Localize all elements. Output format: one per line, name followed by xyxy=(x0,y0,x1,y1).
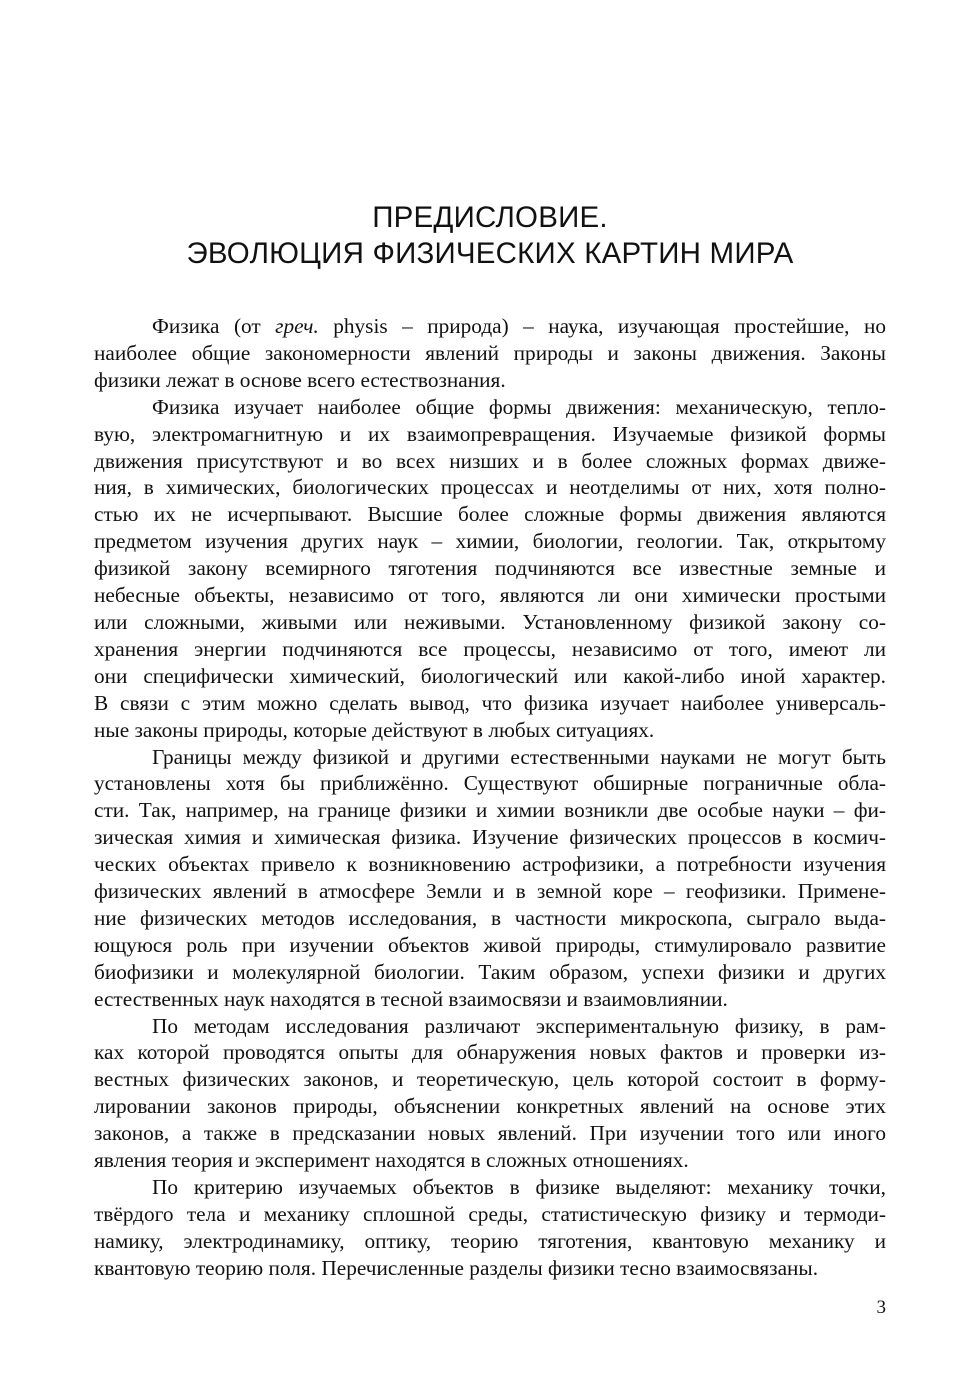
text-line: Границы между физикой и другими естественными науками не могут быть xyxy=(152,744,886,769)
text-line: По критерию изучаемых объектов в физике выделяют: механику точки, xyxy=(152,1175,886,1199)
page-number: 3 xyxy=(876,1297,886,1318)
text-line: ческих объектах привело к возникновению астрофизики, а потребности изучения xyxy=(94,852,886,877)
text-line: наиболее общие закономерности явлений природы и законы движения. Законы xyxy=(94,340,886,365)
text-line: установлены хотя бы приближённо. Существуют обширные пограничные обла- xyxy=(94,771,886,796)
paragraph-5 xyxy=(94,1174,886,1282)
text-line: физикой закону всемирного тяготения подчиняются все известные земные и xyxy=(94,556,886,581)
text-line: зическая химия и химическая физика. Изучение физических процессов в космич- xyxy=(94,825,886,850)
text-line: твёрдого тела и механику сплошной среды, статистическую физику и термоди- xyxy=(94,1201,886,1226)
text-line: лировании законов природы, объяснении конкретных явлений на основе этих xyxy=(94,1094,886,1119)
text-line: они специфически химический, биологический или какой-либо иной характер. xyxy=(94,663,886,688)
text-line: В связи с этим можно сделать вывод, что физика изучает наиболее универсаль- xyxy=(94,690,886,715)
paragraph-1 xyxy=(94,313,886,394)
paragraph-3 xyxy=(94,744,886,1013)
text-line: законов, а также в предсказании новых явлений. При изучении того или иного xyxy=(94,1121,886,1146)
text-line: сти. Так, например, на границе физики и химии возникли две особые науки – фи- xyxy=(94,798,886,823)
text-line: вую, электромагнитную и их взаимопревращения. Изучаемые физикой формы xyxy=(94,421,886,446)
text-line: намику, электродинамику, оптику, теорию тяготения, квантовую механику и xyxy=(94,1228,886,1253)
text-line: Физика (от греч. physis – природа) – наука, изучающая простейшие, но xyxy=(152,314,886,338)
text-line: явления теория и эксперимент находятся в сложных отношениях. xyxy=(94,1148,689,1173)
text-line: вестных физических законов, и теоретическую, цель которой состоит в форму- xyxy=(94,1067,886,1092)
paragraph-2 xyxy=(94,394,886,744)
text-line: физических явлений в атмосфере Земли и в земной коре – геофизики. Примене- xyxy=(94,879,886,904)
text-line: движения присутствуют и во всех низших и в более сложных формах движе- xyxy=(94,448,886,473)
heading-line-1: ПРЕДИСЛОВИЕ. xyxy=(372,201,608,234)
text-line: Физика изучает наиболее общие формы движения: механическую, тепло- xyxy=(152,394,886,419)
text-line: или сложными, живыми или неживыми. Установленному физикой закону со- xyxy=(94,609,886,634)
text-line: предметом изучения других наук – химии, биологии, геологии. Так, открытому xyxy=(94,529,886,554)
chapter-heading xyxy=(94,200,886,272)
text-line: стью их не исчерпывают. Высшие более сложные формы движения являются xyxy=(94,502,886,527)
text-line: хранения энергии подчиняются все процессы, независимо от того, имеют ли xyxy=(94,636,886,661)
text-line: ния, в химических, биологических процессах и неотделимы от них, хотя полно- xyxy=(94,475,886,500)
text-line: ние физических методов исследования, в частности микроскопа, сыграло выда- xyxy=(94,905,886,930)
text-line: По методам исследования различают экспериментальную физику, в рам- xyxy=(152,1013,886,1038)
text-line: физики лежат в основе всего естествознания. xyxy=(94,367,506,392)
text-line: ные законы природы, которые действуют в любых ситуациях. xyxy=(94,717,655,742)
paragraph-4 xyxy=(94,1013,886,1174)
body-text xyxy=(94,313,886,1282)
text-line: ках которой проводятся опыты для обнаружения новых фактов и проверки из- xyxy=(94,1040,886,1065)
heading-line-2: ЭВОЛЮЦИЯ ФИЗИЧЕСКИХ КАРТИН МИРА xyxy=(186,237,794,270)
text-line: биофизики и молекулярной биологии. Таким образом, успехи физики и других xyxy=(94,959,886,984)
text-line: ющуюся роль при изучении объектов живой природы, стимулировало развитие xyxy=(94,932,886,957)
text-line: небесные объекты, независимо от того, являются ли они химически простыми xyxy=(94,583,886,608)
text-line: естественных наук находятся в тесной взаимосвязи и взаимовлиянии. xyxy=(94,986,728,1011)
text-line: квантовую теорию поля. Перечисленные разделы физики тесно взаимосвязаны. xyxy=(94,1255,819,1280)
